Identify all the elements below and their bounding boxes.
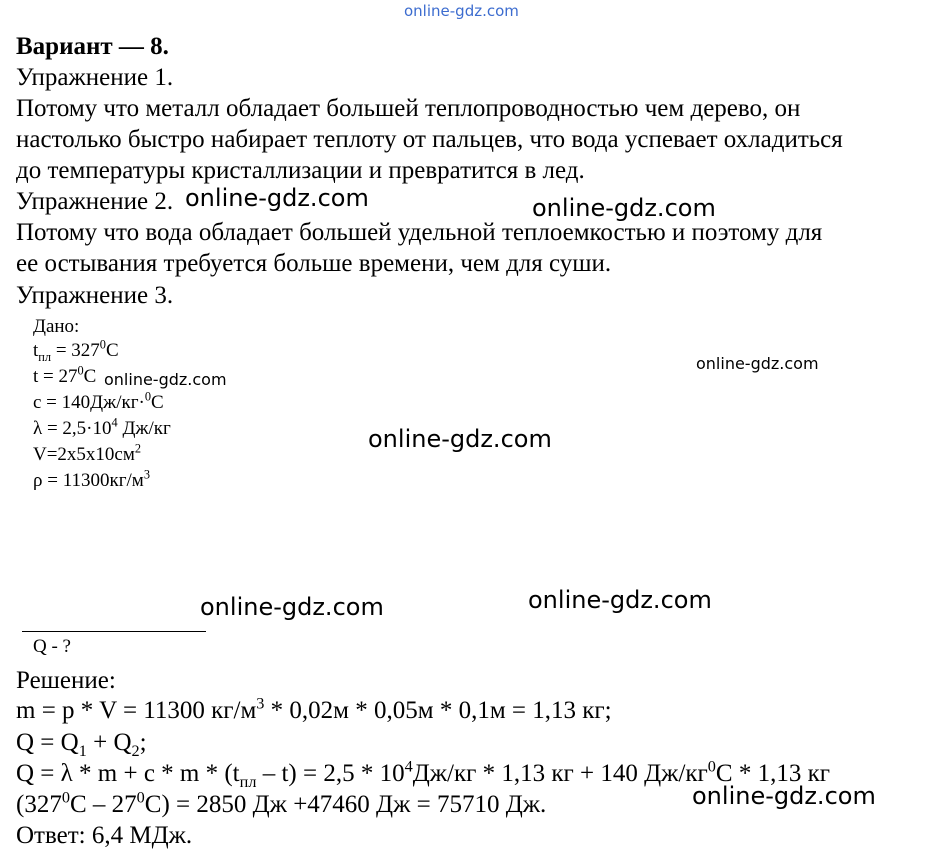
exercise-1-heading: Упражнение 1. [16,64,174,91]
watermark-2: online-gdz.com [532,194,716,222]
solution-mass-line: m = p * V = 11300 $кг/м^3 * 0,02м * 0,05м * 0,1м = 1,13$ кг; [16,694,612,724]
watermark-6: online-gdz.com [200,593,384,621]
given-title: Дано: [33,316,80,337]
watermark-8: online-gdz.com [692,782,876,810]
exercise-2-heading: Упражнение 2. [16,188,174,215]
solution-result-line: $(327^0C - 27^0C) = 2850$ Дж +47460 Дж = 75710 Дж. [16,788,547,818]
watermark-top: online-gdz.com [404,2,519,20]
solution-sum-line: $Q = Q_1 + Q_2$; [16,729,147,760]
answer-line: Ответ: 6,4 МДж. [16,822,193,849]
given-specific-heat: c = 140Дж/кг·$^0$C [33,389,164,413]
exercise-1-line-1: Потому что металл обладает большей теплопроводностью чем дерево, он [16,95,801,122]
given-lambda: $\lambda = 2,5\cdot 10^4$ Дж/кг [33,415,171,439]
watermark-4: online-gdz.com [104,370,227,389]
given-initial-temp: $t = 27^0C$ [33,363,97,387]
exercise-2-line-2: ее остывания требуется больше времени, чем для суши. [16,250,612,277]
given-divider [22,631,206,632]
watermark-5: online-gdz.com [368,425,552,453]
solution-formula-line: $Q = \lambda * m + c * m * (t_{пл} - t) = 2,5 * 10^4Дж/кг * 1,13$ кг + 140 $Дж/кг^0C * 1,13$ кг [16,757,830,791]
given-density: $\rho = 11300кг/м^3$ [33,467,150,491]
exercise-3-heading: Упражнение 3. [16,282,174,309]
watermark-7: online-gdz.com [528,586,712,614]
document-title: Вариант — 8. [16,33,169,60]
find-label: Q - ? [33,636,71,657]
given-volume: $V=2x5x10см^2$ [33,441,142,465]
given-melting-temp: $t_{пл} = 327^0C$ [33,337,119,364]
solution-heading: Решение: [16,667,116,694]
watermark-3: online-gdz.com [696,354,819,373]
watermark-1: online-gdz.com [185,184,369,212]
exercise-2-line-1: Потому что вода обладает большей удельной теплоемкостью и поэтому для [16,219,823,246]
exercise-1-line-2: настолько быстро набирает теплоту от пальцев, что вода успевает охладиться [16,126,843,153]
exercise-1-line-3: до температуры кристаллизации и превратится в лед. [16,157,585,184]
